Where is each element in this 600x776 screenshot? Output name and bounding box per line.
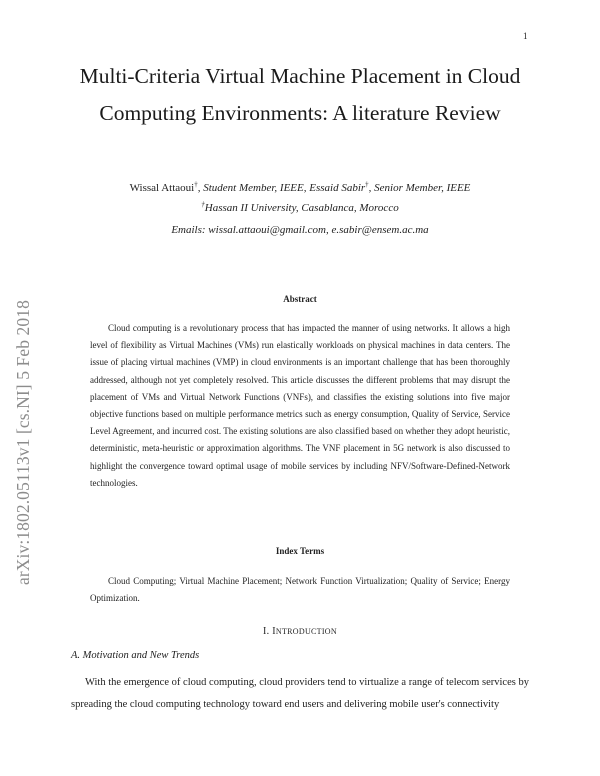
index-terms-text: Cloud Computing; Virtual Machine Placement; Network Function Virtualization; Quality of Service; Energy Optimization. <box>90 576 510 604</box>
abstract-heading: Abstract <box>283 294 317 304</box>
author-2-mark: † <box>365 180 369 189</box>
page-number: 1 <box>523 31 528 41</box>
author-line <box>70 181 530 196</box>
section-heading <box>60 626 540 637</box>
affiliation-text: Hassan II University, Casablanca, Morocco <box>204 202 399 214</box>
author-1-mark: † <box>194 180 198 189</box>
affiliation <box>70 201 530 216</box>
paper-title: Multi-Criteria Virtual Machine Placement in Cloud Computing Environments: A literature Review <box>79 64 521 125</box>
subsection-heading: A. Motivation and New Trends <box>71 650 200 661</box>
section-first-letter: I <box>272 626 276 637</box>
author-2-name: Essaid Sabir <box>309 182 366 194</box>
arxiv-stamp: arXiv:1802.05113v1 [cs.NI] 5 Feb 2018 <box>13 300 33 585</box>
abstract-text: Cloud computing is a revolutionary process that has impacted the manner of using networks. It allows a high level of flexibility as Virtual Machines (VMs) run elastically workloads on physical machines in data centers. The issue of placing virtual machines (VMP) in cloud environments is an important challenge that has been thoroughly addressed, although not yet completely resolved. This article discusses the different problems that may disrupt the placement of VMs and Virtual Network Functions (VNFs), and classifies the existing solutions into five major objective functions based on multiple performance metrics such as energy consumption, Quality of Service, Service Level Agreement, and incurred cost. The existing solutions are also classified based on whether they adopt heuristic, deterministic, meta-heuristic or approximation algorithms. The VNF placement in 5G network is also discussed to highlight the convergence toward optimal usage of mobile services by including NFV/Software-Defined-Network technologies. <box>90 323 510 488</box>
section-rest: NTRODUCTION <box>275 627 337 636</box>
section-number: I. <box>263 626 273 637</box>
author-1-role: , Student Member, IEEE, <box>197 182 310 194</box>
affiliation-mark: † <box>201 200 205 209</box>
body-paragraph: With the emergence of cloud computing, cloud providers tend to virtualize a range of telecom services by spreading the cloud computing technology toward end users and delivering mobile user's connectivity <box>71 677 529 710</box>
index-terms-heading: Index Terms <box>275 546 325 556</box>
author-emails: Emails: wissal.attaoui@gmail.com, e.sabir@ensem.ac.ma <box>171 224 429 236</box>
author-2-role: , Senior Member, IEEE <box>368 182 471 194</box>
author-1-name: Wissal Attaoui <box>129 182 195 194</box>
